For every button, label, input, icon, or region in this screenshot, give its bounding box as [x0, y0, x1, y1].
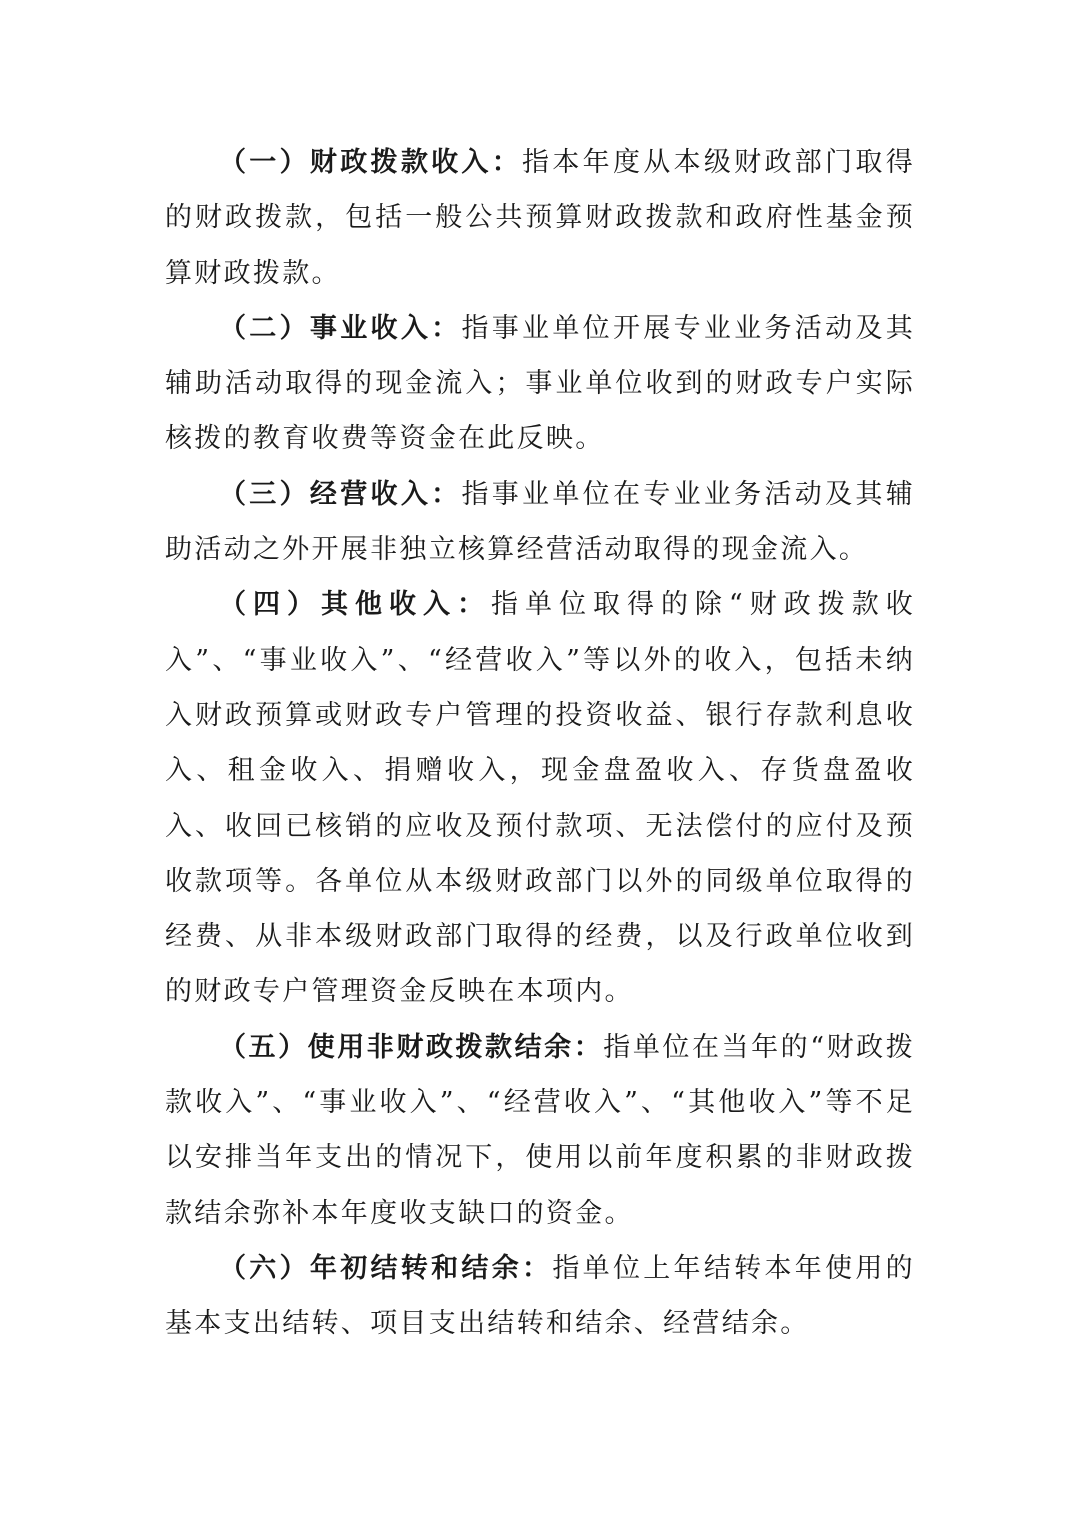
paragraph-opening-carryover — [165, 1241, 915, 1352]
paragraph-heading: （四）其他收入： — [219, 589, 491, 621]
paragraph-non-fiscal-balance-use — [165, 1020, 915, 1241]
paragraph-body: 指事业单位在专业业务活动及其辅助活动之外开展非独立核算经营活动取得的现金流入。 — [165, 478, 915, 566]
paragraph-heading: （六）年初结转和结余： — [219, 1252, 553, 1284]
document-page — [165, 135, 915, 1352]
paragraph-body: 指本年度从本级财政部门取得的财政拨款，包括一般公共预算财政拨款和政府性基金预算财政拨款。 — [165, 147, 915, 289]
paragraph-body: 指事业单位开展专业业务活动及其辅助活动取得的现金流入；事业单位收到的财政专户实际核拨的教育收费等资金在此反映。 — [165, 312, 915, 455]
paragraph-heading: （二）事业收入： — [219, 312, 462, 344]
paragraph-business-income — [165, 301, 915, 467]
paragraph-heading: （三）经营收入： — [219, 478, 462, 510]
paragraph-heading: （五）使用非财政拨款结余： — [219, 1031, 604, 1063]
paragraph-other-income — [165, 577, 915, 1019]
paragraph-body: 指单位上年结转本年使用的基本支出结转、项目支出结转和结余、经营结余。 — [165, 1252, 915, 1340]
paragraph-heading: （一）财政拨款收入： — [219, 147, 523, 178]
paragraph-body: 指单位在当年的“财政拨款收入”、“事业收入”、“经营收入”、“其他收入”等不足以安排当年支出的情况下，使用以前年度积累的非财政拨款结余弥补本年度收支缺口的资金。 — [165, 1031, 916, 1229]
paragraph-body: 指单位取得的除“财政拨款收入”、“事业收入”、“经营收入”等以外的收入，包括未纳入财政预算或财政专户管理的投资收益、银行存款利息收入、租金收入、捐赠收入，现金盘盈收入、存货盘盈收入、收回已核销的应收及预付款项、无法偿付的应付及预收款项等。各单位从本级财政部门以外的同级单位取得的经费、从非本级财政部门取得的经费，以及行政单位收到的财政专户管理资金反映在本项内。 — [165, 589, 916, 1008]
paragraph-fiscal-appropriation-income — [165, 135, 915, 301]
paragraph-operating-income — [165, 467, 915, 578]
